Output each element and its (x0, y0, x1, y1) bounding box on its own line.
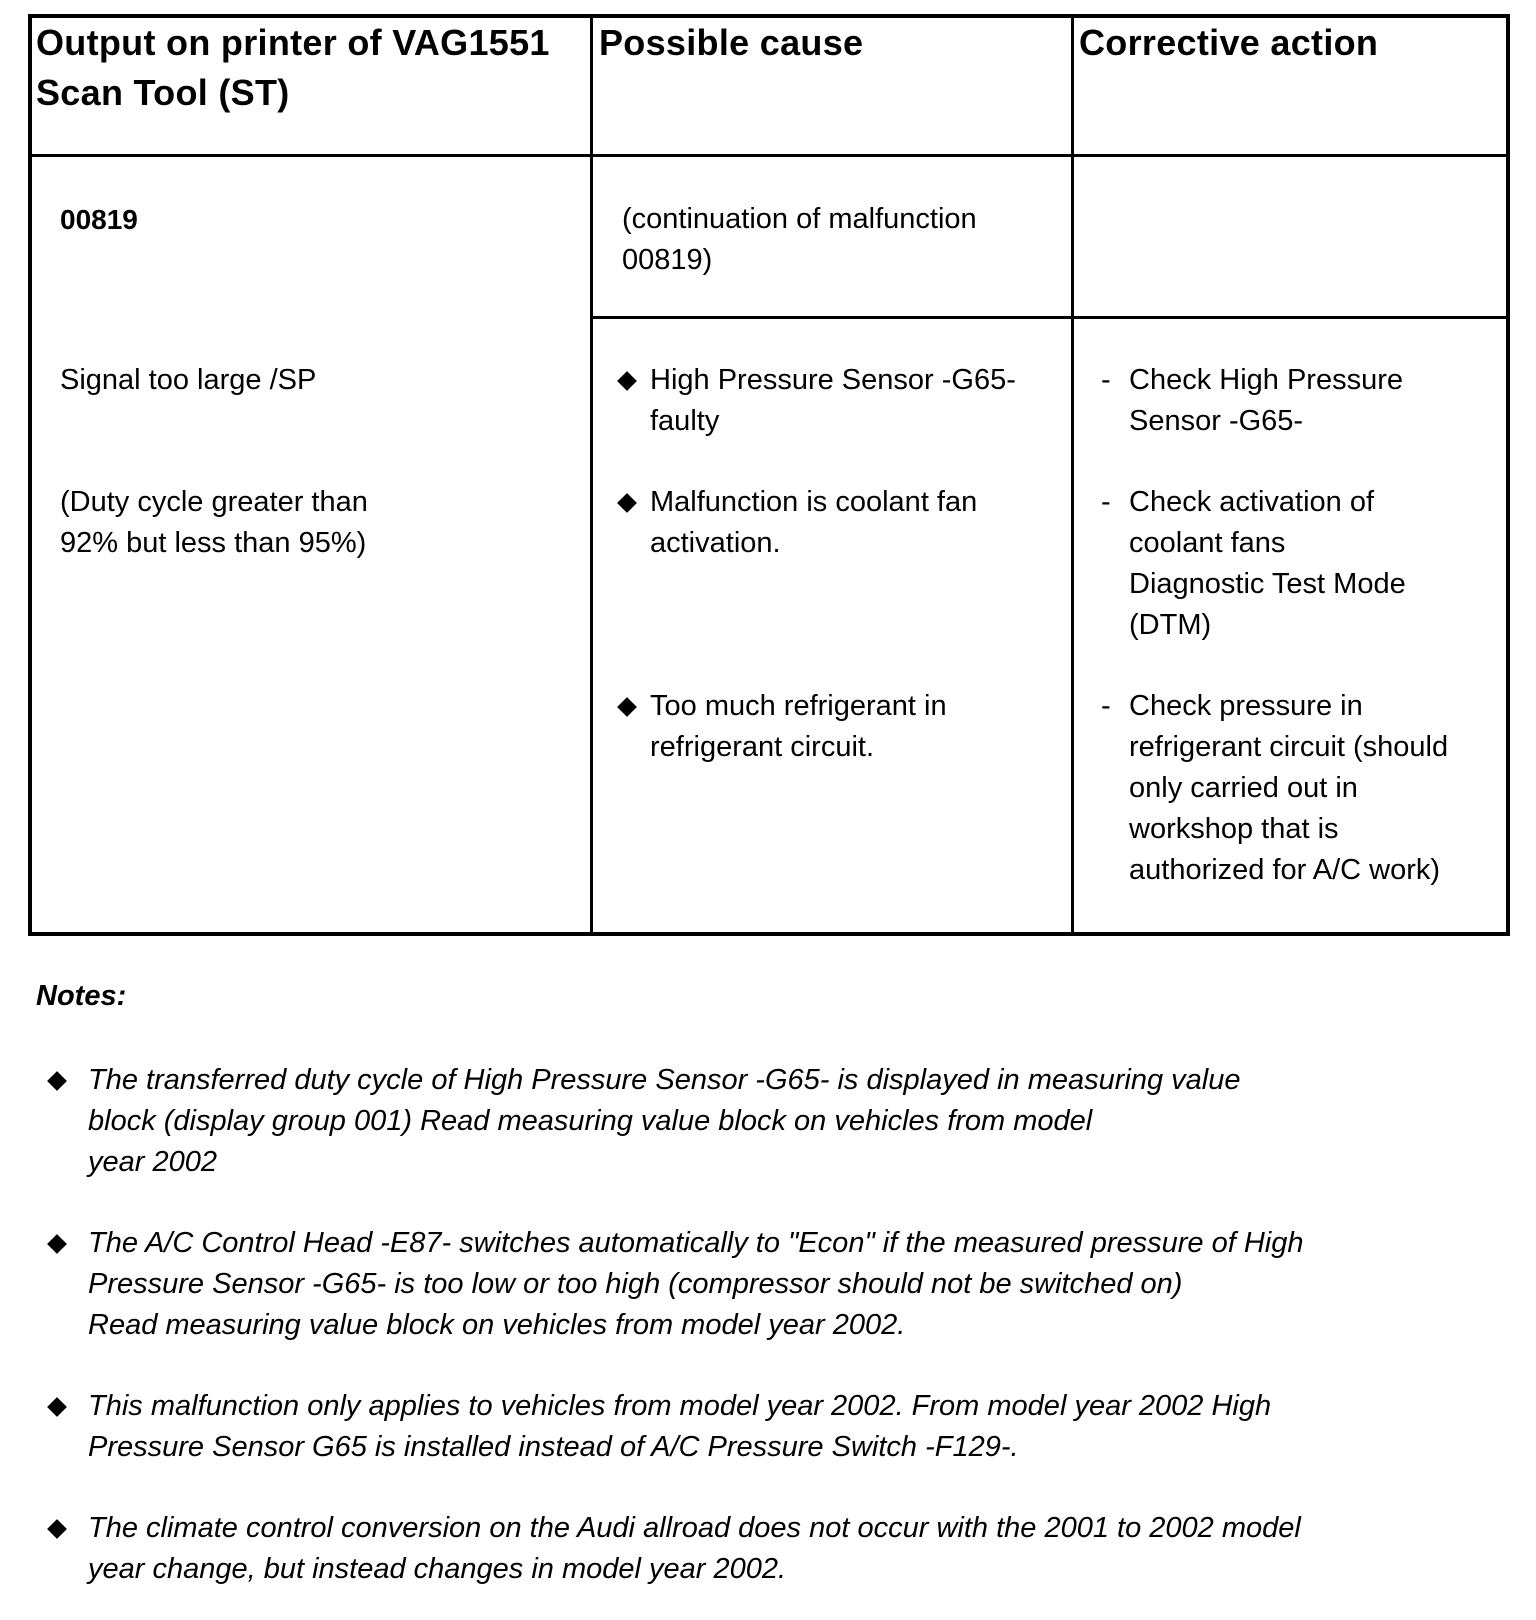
cause-1-line-2: faulty (650, 405, 720, 437)
note-1-line-1: The transferred duty cycle of High Pressure Sensor -G65- is displayed in measuring value (88, 1064, 1241, 1096)
notes-title: Notes: (36, 980, 127, 1012)
continuation-line-2: 00819) (622, 244, 713, 276)
note-1-line-2: block (display group 001) Read measuring value block on vehicles from model (88, 1105, 1093, 1137)
header-output-line-1: Output on printer of VAG1551 (36, 22, 550, 63)
malfunction-code: 00819 (60, 204, 138, 235)
header-action: Corrective action (1079, 22, 1379, 63)
action-2-line-1: Check activation of (1129, 486, 1375, 518)
duty-line-1: (Duty cycle greater than (60, 486, 368, 518)
row-divider (592, 316, 1508, 319)
action-3-line-5: authorized for A/C work) (1129, 854, 1441, 886)
dash-bullet: - (1101, 364, 1111, 396)
header-output-line-2: Scan Tool (ST) (36, 72, 290, 113)
action-1-line-2: Sensor -G65- (1129, 405, 1304, 437)
signal-description: Signal too large /SP (60, 364, 317, 396)
diamond-bullet-icon (47, 1519, 67, 1539)
note-3-line-2: Pressure Sensor G65 is installed instead of A/C Pressure Switch -F129-. (88, 1431, 1019, 1463)
diamond-bullet-icon (47, 1234, 67, 1254)
cause-2-line-1: Malfunction is coolant fan (650, 486, 978, 518)
cause-3-line-2: refrigerant circuit. (650, 731, 875, 763)
note-2-line-1: The A/C Control Head -E87- switches automatically to "Econ" if the measured pressure of High (88, 1227, 1304, 1259)
action-3-line-4: workshop that is (1129, 813, 1339, 845)
action-2-line-4: (DTM) (1129, 609, 1212, 641)
continuation-line-1: (continuation of malfunction (622, 203, 977, 235)
duty-cycle-description (60, 482, 368, 564)
cause-3-line-1: Too much refrigerant in (650, 690, 947, 722)
diamond-bullet-icon (47, 1397, 67, 1417)
note-4-line-1: The climate control conversion on the Audi allroad does not occur with the 2001 to 2002 model (88, 1512, 1301, 1544)
dash-bullet: - (1101, 690, 1111, 722)
action-3-line-3: only carried out in (1129, 772, 1358, 804)
header-output (36, 18, 550, 118)
note-2-line-2: Pressure Sensor -G65- is too low or too high (compressor should not be switched on) (88, 1268, 1183, 1300)
action-3-line-1: Check pressure in (1129, 690, 1363, 722)
note-4-line-2: year change, but instead changes in model year 2002. (88, 1553, 787, 1585)
action-2-line-2: coolant fans (1129, 527, 1286, 559)
header-divider (30, 154, 1508, 157)
action-2-line-3: Diagnostic Test Mode (1129, 568, 1406, 600)
action-3-line-2: refrigerant circuit (should (1129, 731, 1449, 763)
header-cause: Possible cause (599, 22, 864, 63)
action-1-line-1: Check High Pressure (1129, 364, 1403, 396)
continuation-note (622, 199, 977, 281)
note-3-line-1: This malfunction only applies to vehicles from model year 2002. From model year 2002 High (88, 1390, 1272, 1422)
diamond-bullet-icon (47, 1071, 67, 1091)
note-1-line-3: year 2002 (88, 1146, 217, 1178)
dash-bullet: - (1101, 486, 1111, 518)
duty-line-2: 92% but less than 95%) (60, 527, 367, 559)
cause-1-line-1: High Pressure Sensor -G65- (650, 364, 1016, 396)
cause-2-line-2: activation. (650, 527, 781, 559)
note-2-line-3: Read measuring value block on vehicles from model year 2002. (88, 1309, 906, 1341)
